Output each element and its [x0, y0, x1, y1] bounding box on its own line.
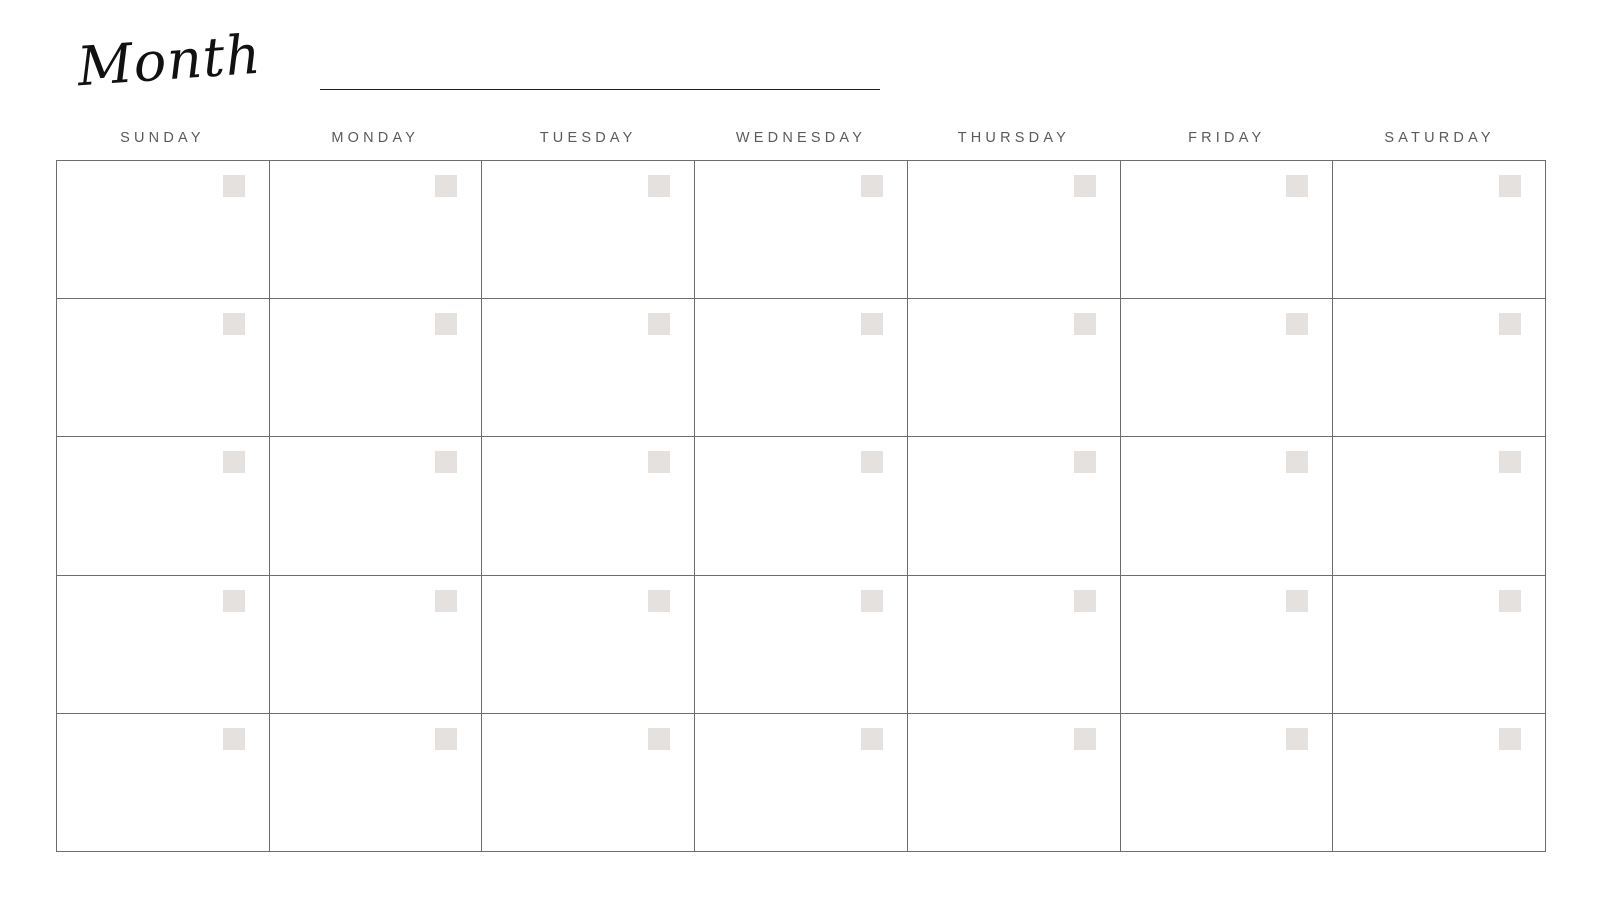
- date-number-box[interactable]: [1286, 451, 1308, 473]
- date-number-box[interactable]: [861, 728, 883, 750]
- day-cell[interactable]: [1121, 714, 1334, 852]
- day-cell[interactable]: [1121, 576, 1334, 714]
- day-cell[interactable]: [695, 299, 908, 437]
- day-cell[interactable]: [57, 576, 270, 714]
- day-cell[interactable]: [1333, 299, 1546, 437]
- date-number-box[interactable]: [1286, 590, 1308, 612]
- date-number-box[interactable]: [223, 313, 245, 335]
- day-cell[interactable]: [1333, 714, 1546, 852]
- date-number-box[interactable]: [861, 590, 883, 612]
- day-cell[interactable]: [908, 437, 1121, 575]
- day-cell[interactable]: [57, 299, 270, 437]
- date-number-box[interactable]: [1286, 728, 1308, 750]
- day-cell[interactable]: [1121, 299, 1334, 437]
- month-name-write-in-line[interactable]: [320, 89, 880, 90]
- day-cell[interactable]: [695, 714, 908, 852]
- date-number-box[interactable]: [435, 175, 457, 197]
- date-number-box[interactable]: [1074, 175, 1096, 197]
- weekday-label-tuesday: TUESDAY: [539, 130, 637, 146]
- date-number-box[interactable]: [648, 313, 670, 335]
- day-cell[interactable]: [270, 714, 483, 852]
- date-number-box[interactable]: [223, 590, 245, 612]
- day-cell[interactable]: [695, 576, 908, 714]
- day-cell[interactable]: [270, 299, 483, 437]
- date-number-box[interactable]: [1074, 451, 1096, 473]
- date-number-box[interactable]: [435, 590, 457, 612]
- weekday-label-wednesday: WEDNESDAY: [735, 130, 867, 146]
- day-cell[interactable]: [695, 437, 908, 575]
- date-number-box[interactable]: [1074, 728, 1096, 750]
- date-number-box[interactable]: [223, 451, 245, 473]
- date-number-box[interactable]: [1286, 313, 1308, 335]
- calendar-grid: [56, 160, 1546, 852]
- day-cell[interactable]: [57, 714, 270, 852]
- date-number-box[interactable]: [861, 313, 883, 335]
- date-number-box[interactable]: [1499, 175, 1521, 197]
- weekday-label-sunday: SUNDAY: [120, 130, 205, 146]
- day-cell[interactable]: [482, 161, 695, 299]
- date-number-box[interactable]: [435, 451, 457, 473]
- day-cell[interactable]: [1333, 576, 1546, 714]
- day-cell[interactable]: [270, 437, 483, 575]
- date-number-box[interactable]: [1499, 313, 1521, 335]
- date-number-box[interactable]: [648, 451, 670, 473]
- weekday-label-thursday: THURSDAY: [957, 130, 1070, 146]
- day-cell[interactable]: [270, 576, 483, 714]
- date-number-box[interactable]: [861, 175, 883, 197]
- day-cell[interactable]: [57, 161, 270, 299]
- day-cell[interactable]: [908, 576, 1121, 714]
- date-number-box[interactable]: [1074, 590, 1096, 612]
- date-number-box[interactable]: [435, 313, 457, 335]
- date-number-box[interactable]: [223, 175, 245, 197]
- day-cell[interactable]: [57, 437, 270, 575]
- weekday-label-friday: FRIDAY: [1188, 130, 1266, 146]
- date-number-box[interactable]: [648, 590, 670, 612]
- date-number-box[interactable]: [861, 451, 883, 473]
- date-number-box[interactable]: [1286, 175, 1308, 197]
- weekday-header-row: [56, 130, 1546, 154]
- day-cell[interactable]: [1333, 161, 1546, 299]
- date-number-box[interactable]: [1499, 451, 1521, 473]
- day-cell[interactable]: [482, 714, 695, 852]
- day-cell[interactable]: [695, 161, 908, 299]
- day-cell[interactable]: [1121, 437, 1334, 575]
- day-cell[interactable]: [482, 299, 695, 437]
- date-number-box[interactable]: [648, 175, 670, 197]
- date-number-box[interactable]: [648, 728, 670, 750]
- day-cell[interactable]: [482, 437, 695, 575]
- weekday-label-saturday: SATURDAY: [1384, 130, 1495, 146]
- day-cell[interactable]: [1121, 161, 1334, 299]
- date-number-box[interactable]: [1499, 590, 1521, 612]
- date-number-box[interactable]: [1499, 728, 1521, 750]
- day-cell[interactable]: [1333, 437, 1546, 575]
- day-cell[interactable]: [908, 161, 1121, 299]
- page-title: Month: [75, 22, 264, 99]
- date-number-box[interactable]: [1074, 313, 1096, 335]
- date-number-box[interactable]: [223, 728, 245, 750]
- day-cell[interactable]: [908, 714, 1121, 852]
- calendar-header: [56, 22, 1546, 104]
- day-cell[interactable]: [270, 161, 483, 299]
- day-cell[interactable]: [482, 576, 695, 714]
- date-number-box[interactable]: [435, 728, 457, 750]
- weekday-label-monday: MONDAY: [331, 130, 420, 146]
- day-cell[interactable]: [908, 299, 1121, 437]
